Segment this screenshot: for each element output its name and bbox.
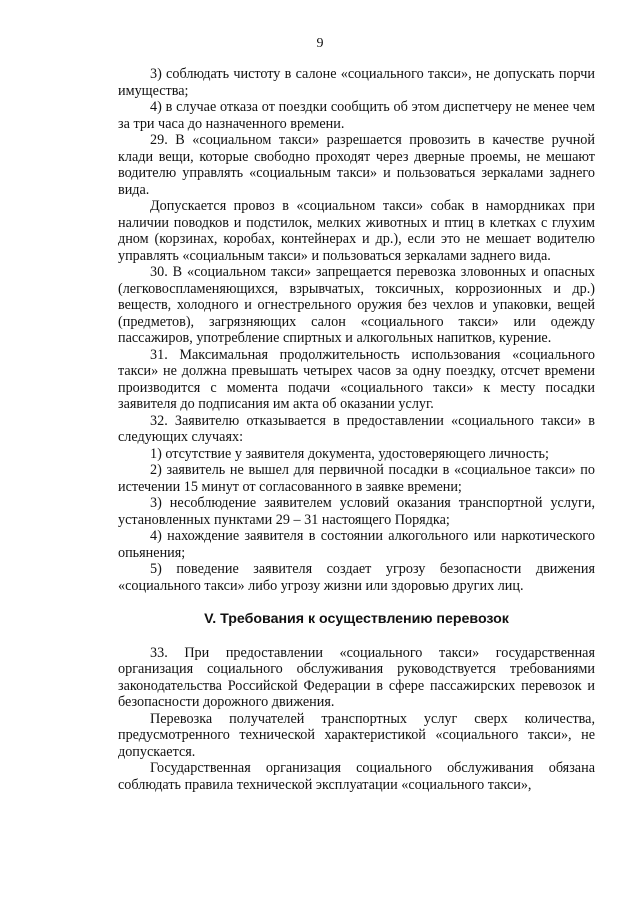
paragraph-clause-32: 32. Заявителю отказывается в предоставлении «социального такси» в следующих случаях:	[118, 412, 595, 445]
page-number: 9	[316, 36, 324, 51]
refusal-reason-1: 1) отсутствие у заявителя документа, удостоверяющего личность;	[150, 445, 549, 462]
section-heading: V. Требования к осуществлению перевозок	[204, 611, 509, 627]
paragraph-clause-33: 33. При предоставлении «социального такси» государственная организация социального обслуживания руководствуется требованиями законодательства Российской Федерации в сфере пассажирских перевозок и безопасности дорожного движения.	[118, 644, 595, 710]
paragraph-clause-29: 29. В «социальном такси» разрешается провозить в качестве ручной клади вещи, которые свободно проходят через дверные проемы, не мешают водителю управлять «социальным такси» и пользоваться зеркалами заднего вида.	[118, 132, 595, 198]
refusal-reason-4: 4) нахождение заявителя в состоянии алкогольного или наркотического опьянения;	[118, 528, 595, 561]
page-body	[118, 66, 595, 793]
paragraph-obligations: Государственная организация социального обслуживания обязана соблюдать правила технической эксплуатации «социального такси»,	[118, 760, 595, 793]
paragraph-item-4: 4) в случае отказа от поездки сообщить об этом диспетчеру не менее чем за три часа до назначенного времени.	[118, 99, 595, 132]
refusal-reason-2: 2) заявитель не вышел для первичной посадки в «социальное такси» по истечении 15 минут от согласованного в заявке времени;	[118, 462, 595, 495]
paragraph-animals: Допускается провоз в «социальном такси» собак в намордниках при наличии поводков и подстилок, мелких животных и птиц в клетках с глухим дном (корзинах, коробах, контейнерах и др.), если это не мешает водителю управлять «социальным такси» и пользоваться зеркалами заднего вида.	[118, 198, 595, 264]
paragraph-clause-31: 31. Максимальная продолжительность использования «социального такси» не должна превышать четырех часов за одну поездку, отсчет времени производится с момента подачи «социального такси» к месту посадки заявителя до подписания им акта об оказании услуг.	[118, 346, 595, 412]
refusal-reason-5: 5) поведение заявителя создает угрозу безопасности движения «социального такси» либо угрозу жизни или здоровью других лиц.	[118, 561, 595, 594]
paragraph-clause-30: 30. В «социальном такси» запрещается перевозка зловонных и опасных (легковоспламеняющихся, взрывчатых, токсичных, коррозионных и др.) веществ, холодного и огнестрельного оружия без чехлов и упаковки, вещей (предметов), загрязняющих салон «социального такси» или одежду пассажиров, употребление спиртных и алкогольных напитков, курение.	[118, 264, 595, 346]
paragraph-capacity: Перевозка получателей транспортных услуг сверх количества, предусмотренного технической характеристикой «социального такси», не допускается.	[118, 710, 595, 760]
paragraph-item-3: 3) соблюдать чистоту в салоне «социального такси», не допускать порчи имущества;	[118, 66, 595, 99]
refusal-reason-3: 3) несоблюдение заявителем условий оказания транспортной услуги, установленных пунктами 29 – 31 настоящего Порядка;	[118, 495, 595, 528]
